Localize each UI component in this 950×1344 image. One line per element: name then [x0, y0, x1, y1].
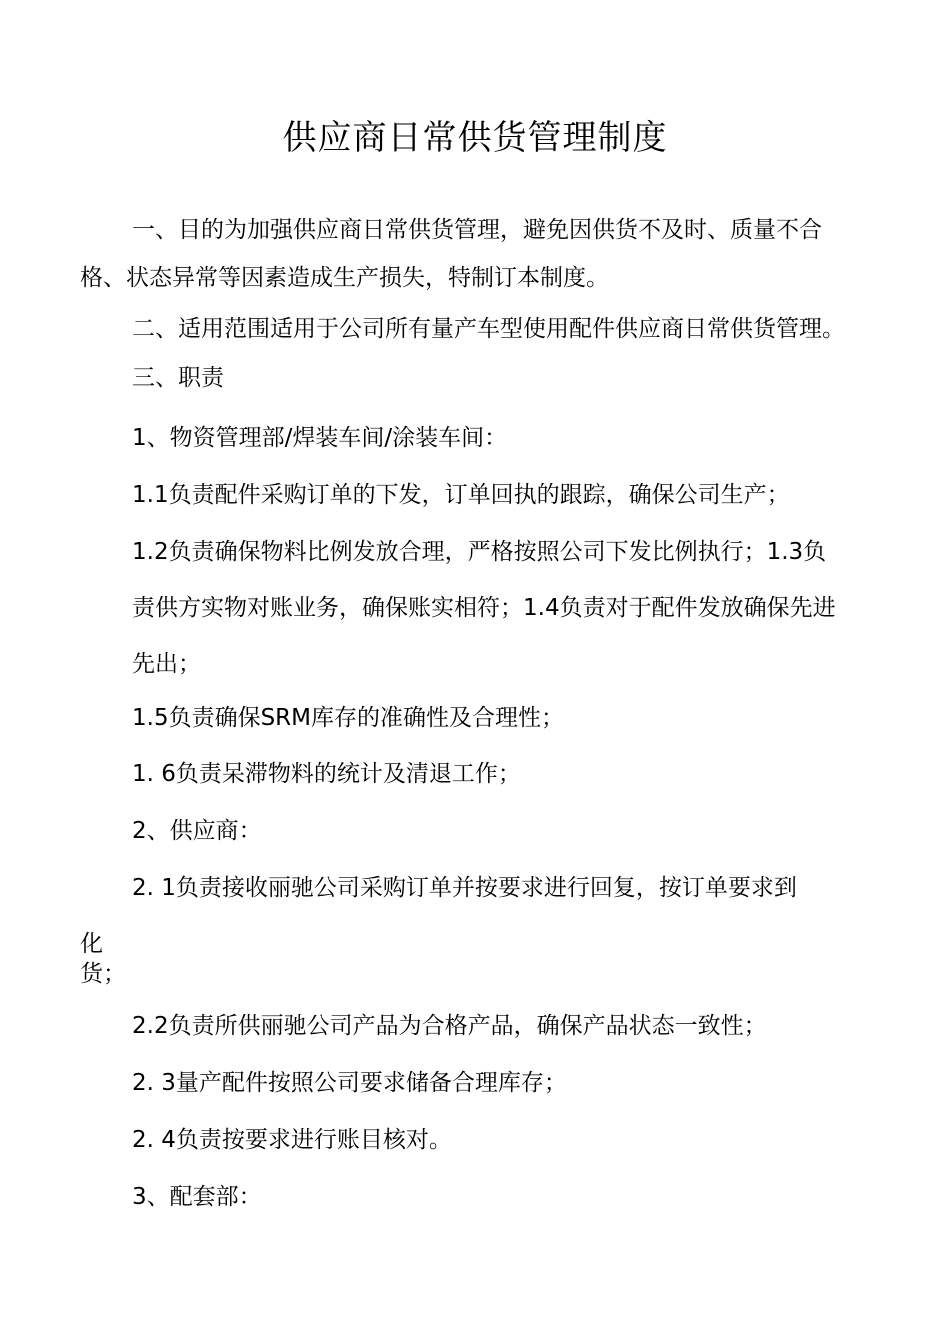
subsection-heading-supporting-dept: 3、配套部：	[132, 1184, 262, 1210]
list-item-1-6: 1. 6负责呆滞物料的统计及清退工作；	[132, 761, 521, 787]
list-item-1-1: 1.1负责配件采购订单的下发，订单回执的跟踪，确保公司生产；	[132, 482, 790, 508]
list-item-2-1-wrap-2: 货；	[80, 961, 126, 987]
list-item-2-4: 2. 4负责按要求进行账目核对。	[132, 1127, 452, 1153]
list-item-2-2: 2.2负责所供丽驰公司产品为合格产品，确保产品状态一致性；	[132, 1013, 767, 1039]
document-title: 供应商日常供货管理制度	[282, 118, 668, 158]
subsection-heading-supplier: 2、供应商：	[132, 818, 262, 844]
paragraph-line-purpose-2: 格、状态异常等因素造成生产损失，特制订本制度。	[80, 265, 609, 291]
paragraph-line-purpose-1: 一、目的为加强供应商日常供货管理，避免因供货不及时、质量不合	[132, 217, 822, 243]
list-item-1-3: 责供方实物对账业务，确保账实相符；1.4负责对于配件发放确保先进	[132, 595, 836, 621]
section-heading-responsibilities: 三、职责	[132, 365, 224, 391]
list-item-2-3: 2. 3量产配件按照公司要求储备合理库存；	[132, 1070, 567, 1096]
list-item-1-2: 1.2负责确保物料比例发放合理，严格按照公司下发比例执行；1.3负	[132, 539, 827, 565]
list-item-1-5: 1.5负责确保SRM库存的准确性及合理性；	[132, 705, 565, 731]
list-item-1-4: 先出；	[132, 651, 201, 677]
subsection-heading-materials-dept: 1、物资管理部/焊装车间/涂装车间：	[132, 425, 508, 451]
paragraph-line-scope: 二、适用范围适用于公司所有量产车型使用配件供应商日常供货管理。	[132, 316, 845, 342]
list-item-2-1-wrap-1: 化	[80, 931, 103, 957]
list-item-2-1: 2. 1负责接收丽驰公司采购订单并按要求进行回复，按订单要求到	[132, 875, 797, 901]
